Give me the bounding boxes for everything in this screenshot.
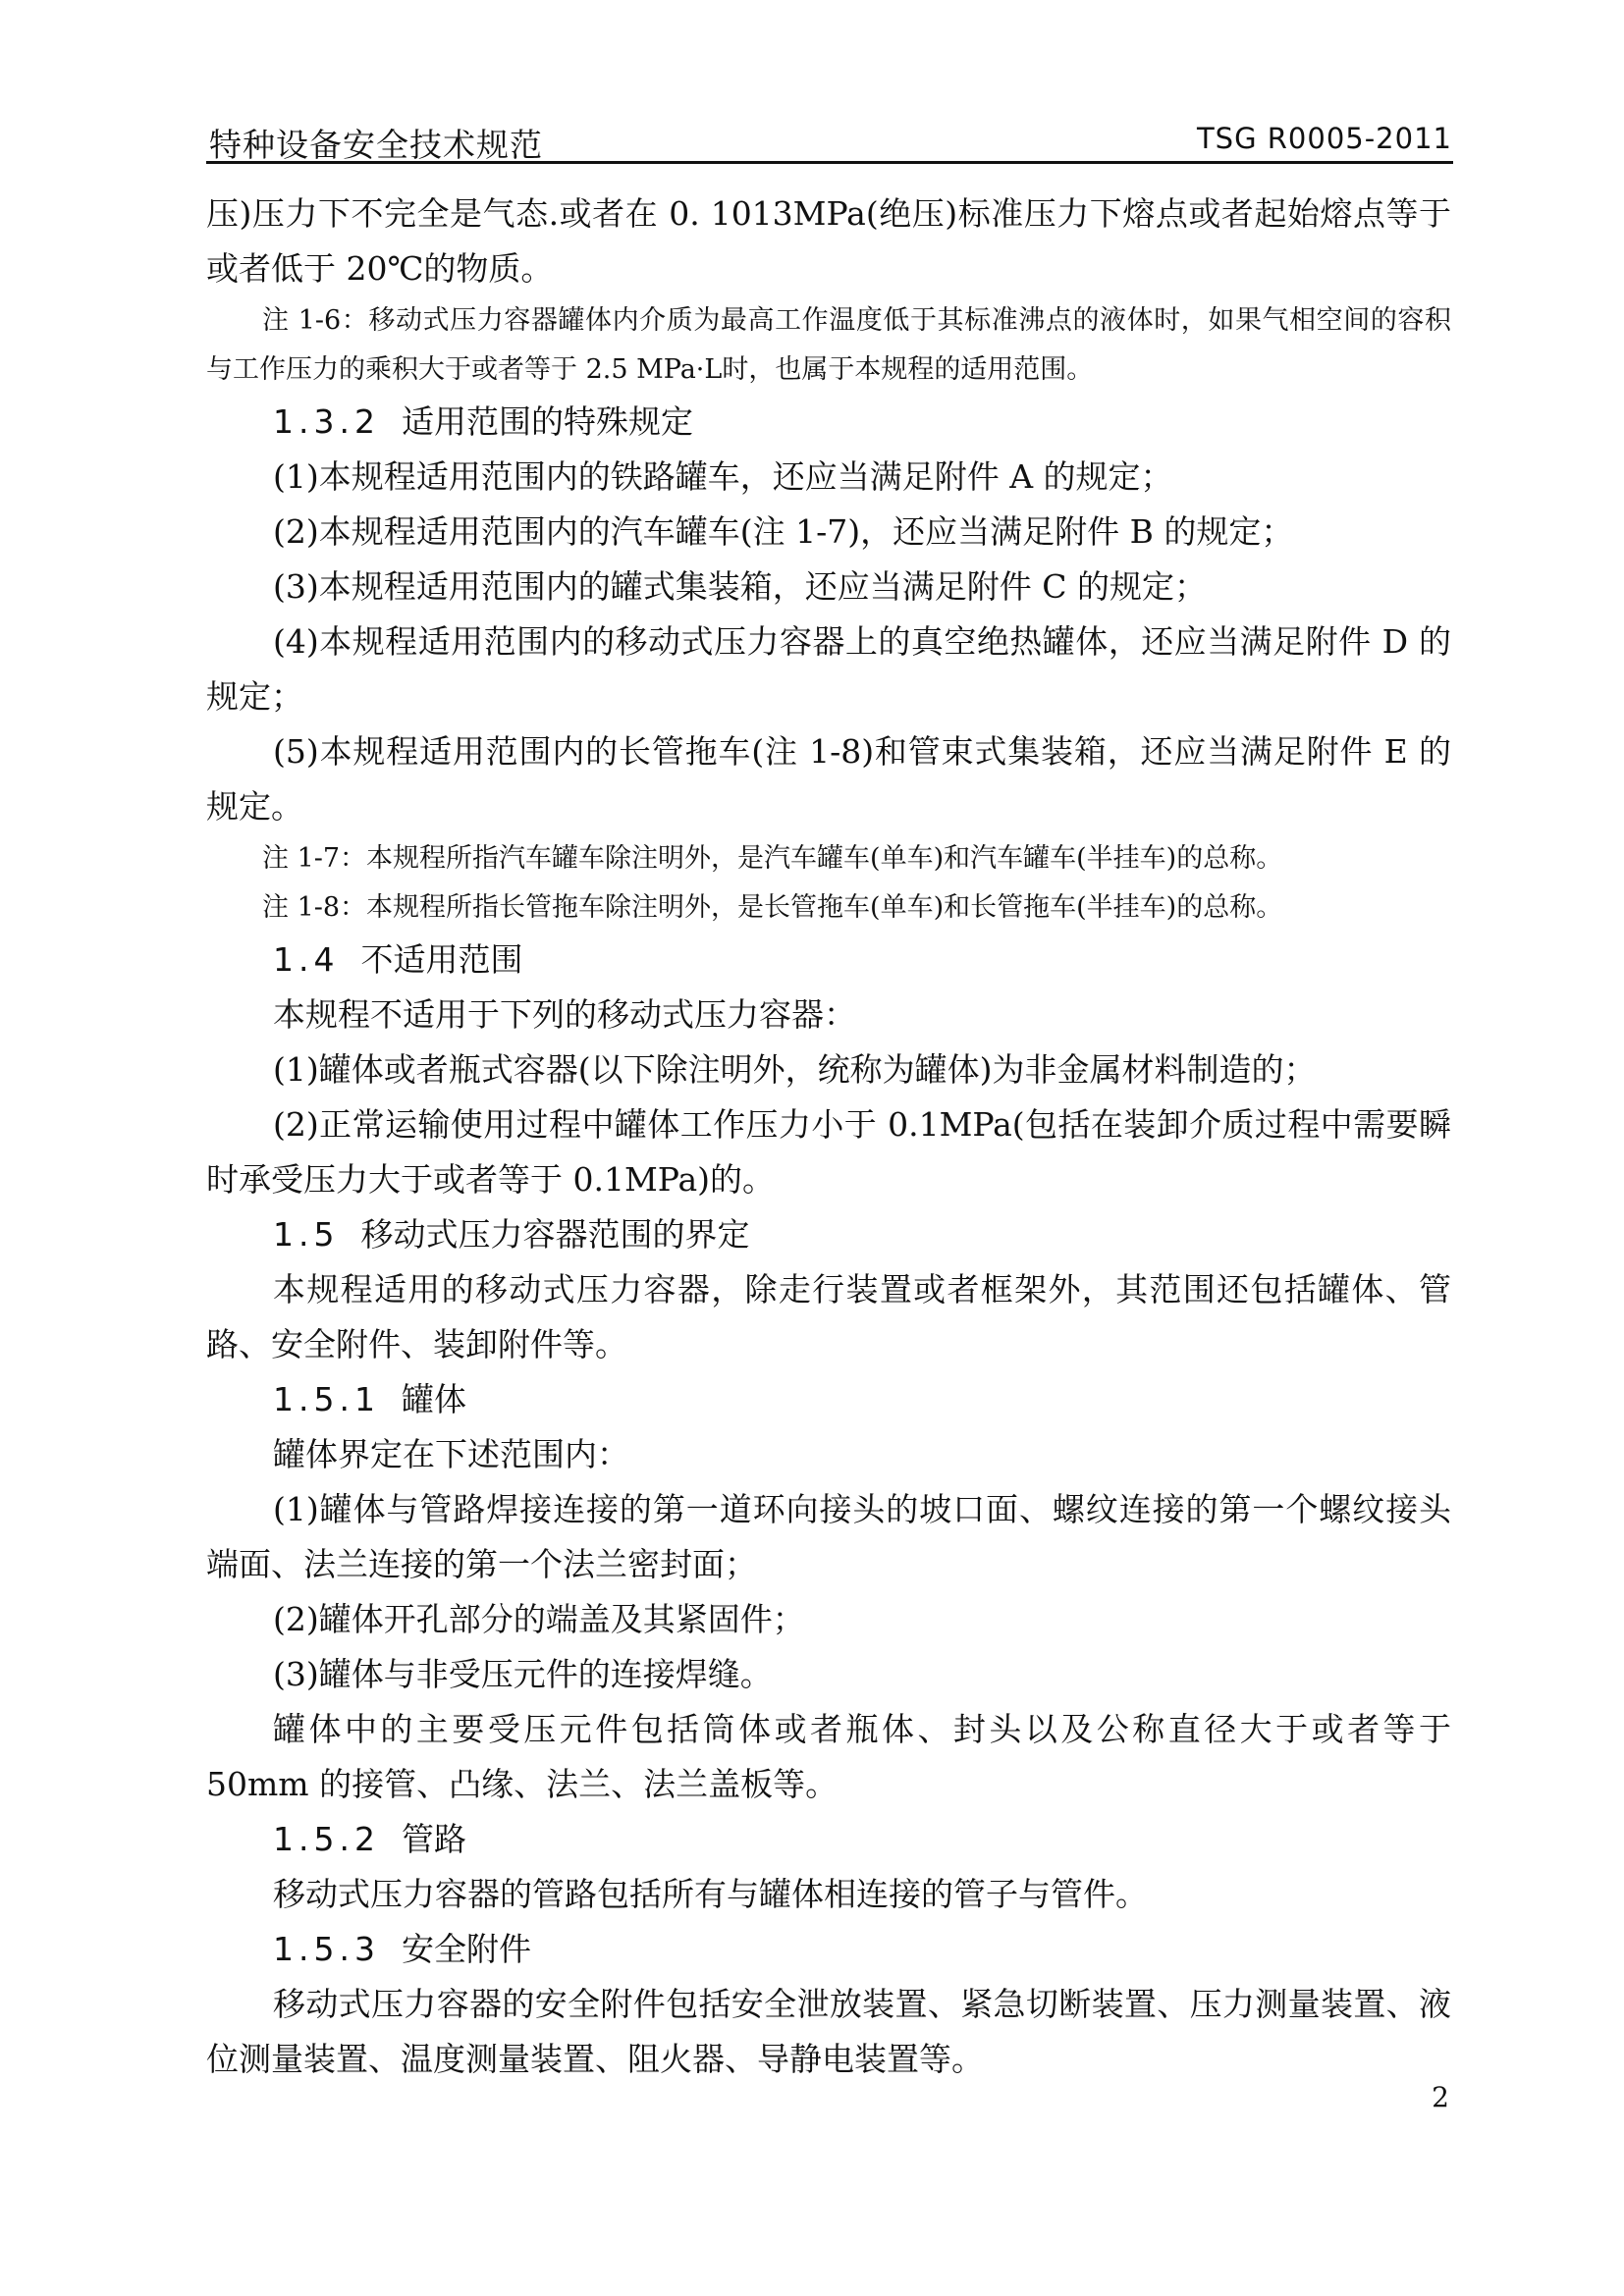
page-number: 2 [1432, 2081, 1449, 2113]
heading-1-5-1 [206, 1372, 1451, 1427]
paragraph: 本规程适用的移动式压力容器，除走行装置或者框架外，其范围还包括罐体、管路、安全附件、装卸附件等。 [206, 1270, 1451, 1363]
heading-1-5 [206, 1207, 1451, 1262]
paragraph: 本规程不适用于下列的移动式压力容器： [273, 995, 856, 1034]
heading-text: 罐体 [401, 1380, 466, 1418]
heading-number: 1.5.2 [273, 1820, 380, 1858]
heading-number: 1.5.3 [273, 1930, 380, 1968]
list-item: (3)本规程适用范围内的罐式集装箱，还应当满足附件 C 的规定； [273, 567, 1207, 606]
list-item: (1)罐体与管路焊接连接的第一道环向接头的坡口面、螺纹连接的第一个螺纹接头端面、法兰连接的第一个法兰密封面； [206, 1490, 1451, 1583]
heading-number: 1.5 [273, 1215, 340, 1254]
paragraph: 罐体界定在下述范围内： [273, 1435, 629, 1473]
heading-1-5-2 [206, 1812, 1451, 1867]
header-code: TSG R0005-2011 [1196, 122, 1452, 155]
heading-number: 1.5.1 [273, 1380, 380, 1418]
header-divider [206, 161, 1453, 164]
document-body [206, 187, 1451, 2087]
note-1-6: 注 1-6：移动式压力容器罐体内介质为最高工作温度低于其标准沸点的液体时，如果气相空间的容积与工作压力的乘积大于或者等于 2.5 MPa·L时，也属于本规程的适用范围。 [206, 305, 1451, 385]
paragraph: 移动式压力容器的安全附件包括安全泄放装置、紧急切断装置、压力测量装置、液位测量装置、温度测量装置、阻火器、导静电装置等。 [206, 1985, 1451, 2078]
paragraph: 移动式压力容器的管路包括所有与罐体相连接的管子与管件。 [273, 1875, 1148, 1913]
heading-text: 适用范围的特殊规定 [401, 402, 693, 441]
note-1-7: 注 1-7：本规程所指汽车罐车除注明外，是汽车罐车(单车)和汽车罐车(半挂车)的总称。 [262, 843, 1283, 874]
heading-text: 移动式压力容器范围的界定 [360, 1215, 750, 1254]
heading-1-4 [206, 933, 1451, 988]
heading-number: 1.4 [273, 940, 340, 979]
list-item: (1)罐体或者瓶式容器(以下除注明外，统称为罐体)为非金属材料制造的； [273, 1050, 1317, 1089]
heading-text: 安全附件 [401, 1930, 531, 1968]
header-title: 特种设备安全技术规范 [209, 126, 543, 164]
heading-text: 管路 [401, 1820, 466, 1858]
paragraph-continuation: 压)压力下不完全是气态.或者在 0. 1013MPa(绝压)标准压力下熔点或者起始熔点等于或者低于 20℃的物质。 [206, 194, 1451, 288]
list-item: (1)本规程适用范围内的铁路罐车，还应当满足附件 A 的规定； [273, 457, 1173, 496]
heading-1-3-2 [206, 395, 1451, 450]
note-1-8: 注 1-8：本规程所指长管拖车除注明外，是长管拖车(单车)和长管拖车(半挂车)的总称。 [262, 892, 1283, 923]
list-item: (3)罐体与非受压元件的连接焊缝。 [273, 1655, 773, 1693]
heading-text: 不适用范围 [360, 940, 523, 979]
paragraph: 罐体中的主要受压元件包括筒体或者瓶体、封头以及公称直径大于或者等于 50mm 的接管、凸缘、法兰、法兰盖板等。 [206, 1710, 1451, 1803]
list-item: (2)本规程适用范围内的汽车罐车(注 1-7)，还应当满足附件 B 的规定； [273, 512, 1294, 551]
list-item: (2)正常运输使用过程中罐体工作压力小于 0.1MPa(包括在装卸介质过程中需要瞬时承受压力大于或者等于 0.1MPa)的。 [206, 1105, 1451, 1199]
list-item: (2)罐体开孔部分的端盖及其紧固件； [273, 1600, 805, 1638]
list-item: (4)本规程适用范围内的移动式压力容器上的真空绝热罐体，还应当满足附件 D 的规定； [206, 622, 1451, 716]
heading-number: 1.3.2 [273, 402, 380, 441]
heading-1-5-3 [206, 1922, 1451, 1977]
list-item: (5)本规程适用范围内的长管拖车(注 1-8)和管束式集装箱，还应当满足附件 E 的规定。 [206, 732, 1451, 826]
